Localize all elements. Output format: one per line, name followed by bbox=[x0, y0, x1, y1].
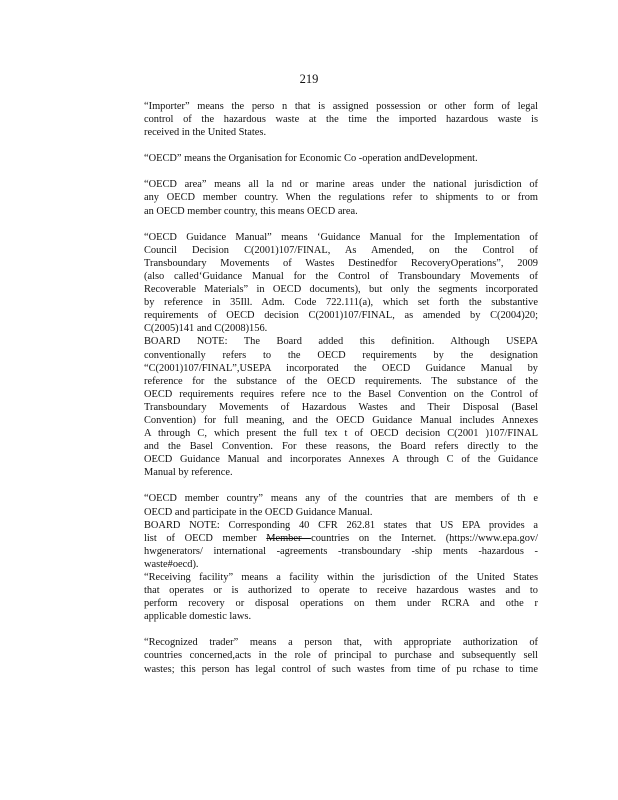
text-line: control of the hazardous waste at the time the imported hazardous waste is bbox=[144, 114, 538, 126]
board-note-oecd-requirements bbox=[144, 335, 538, 479]
text-line: countries concerned,acts in the role of principal to purchase and subsequently sell bbox=[144, 650, 538, 662]
definition-receiving-facility bbox=[144, 571, 538, 623]
text-line: “Recognized trader” means a person that, with appropriate authorization of bbox=[144, 637, 538, 649]
text-line: “OECD member country” means any of the countries that are members of th e bbox=[144, 493, 538, 505]
text-line: Transboundary Movements of Wastes Destinedfor RecoveryOperations”, 2009 bbox=[144, 257, 538, 269]
text-line: Manual by reference. bbox=[144, 467, 233, 479]
text-line: any OECD member country. When the regulations refer to shipments to or from bbox=[144, 192, 538, 204]
text-line: perform recovery or disposal operations on them under RCRA and othe r bbox=[144, 598, 538, 610]
text-line: C(2005)141 and C(2008)156. bbox=[144, 323, 268, 335]
text-line: received in the United States. bbox=[144, 127, 267, 139]
text-line: and the Basel Convention. For these reasons, the Board refers directly to the bbox=[144, 441, 538, 453]
text-segment: list of OECD member bbox=[144, 532, 267, 544]
text-line bbox=[144, 532, 538, 545]
text-line: Recoverable Materials” in OECD documents), but only the segments incorporated bbox=[144, 284, 538, 296]
struck-text: Member bbox=[266, 532, 312, 544]
text-line: OECD requirements requires refere nce to the Basel Convention on the Control of bbox=[144, 388, 538, 400]
text-line: Council Decision C(2001)107/FINAL, As Amended, on the Control of bbox=[144, 244, 538, 256]
text-line: hwgenerators/ international -agreements -transboundary -ship ments -hazardous - bbox=[144, 545, 538, 557]
text-line: OECD and participate in the OECD Guidance Manual. bbox=[144, 506, 373, 518]
text-line: “Receiving facility” means a facility within the jurisdiction of the United States bbox=[144, 572, 538, 583]
text-line: BOARD NOTE: Corresponding 40 CFR 262.81 states that US EPA provides a bbox=[144, 519, 538, 531]
text-line: an OECD member country, this means OECD area. bbox=[144, 205, 358, 217]
text-line: OECD Guidance Manual and incorporates Annexes A through C of the Guidance bbox=[144, 454, 538, 466]
text-line: Convention) for full meaning, and the OECD Guidance Manual includes Annexes bbox=[144, 414, 538, 426]
definition-importer bbox=[144, 100, 538, 139]
definition-oecd bbox=[144, 152, 538, 165]
text-line: conventionally refers to the OECD requirements by the designation bbox=[144, 349, 538, 361]
text-line: by reference in 35Ill. Adm. Code 722.111(a), which set forth the substantive bbox=[144, 297, 538, 309]
definition-oecd-member-country bbox=[144, 492, 538, 518]
text-line: “Importer” means the perso n that is assigned possession or other form of legal bbox=[144, 101, 538, 112]
document-body bbox=[144, 100, 538, 676]
text-line: “OECD Guidance Manual” means ‘Guidance Manual for the Implementation of bbox=[144, 231, 538, 243]
text-line: (also called‘Guidance Manual for the Control of Transboundary Movements of bbox=[144, 270, 538, 282]
board-note-oecd-list bbox=[144, 519, 538, 571]
text-line: “OECD” means the Organisation for Economic Co -operation andDevelopment. bbox=[144, 153, 478, 165]
page-number: 219 bbox=[299, 72, 319, 86]
text-line: “C(2001)107/FINAL”,USEPA incorporated the OECD Guidance Manual by bbox=[144, 362, 538, 374]
text-line: A through C, which present the full tex t of OECD decision C(2001 )107/FINAL bbox=[144, 428, 538, 440]
text-line: waste#oecd). bbox=[144, 558, 199, 570]
text-line: reference for the substance of the OECD requirements. The substance of the bbox=[144, 375, 538, 387]
text-line: wastes; this person has legal control of such wastes from time of pu rchase to time bbox=[144, 663, 538, 675]
url-text: countries on the Internet. (https://www.epa.gov/ bbox=[311, 532, 538, 544]
text-line: “OECD area” means all la nd or marine areas under the national jurisdiction of bbox=[144, 179, 538, 191]
text-line: requirements of OECD decision C(2001)107/FINAL, as amended by C(2004)20; bbox=[144, 310, 538, 322]
text-line: BOARD NOTE: The Board added this definition. Although USEPA bbox=[144, 336, 538, 348]
text-line: applicable domestic laws. bbox=[144, 611, 252, 623]
text-line: that operates or is authorized to operate to receive hazardous wastes and to bbox=[144, 585, 538, 597]
definition-oecd-area bbox=[144, 178, 538, 217]
text-line: Transboundary Movements of Hazardous Wastes and Their Disposal (Basel bbox=[144, 401, 538, 413]
definition-oecd-guidance-manual bbox=[144, 231, 538, 336]
definition-recognized-trader bbox=[144, 636, 538, 675]
